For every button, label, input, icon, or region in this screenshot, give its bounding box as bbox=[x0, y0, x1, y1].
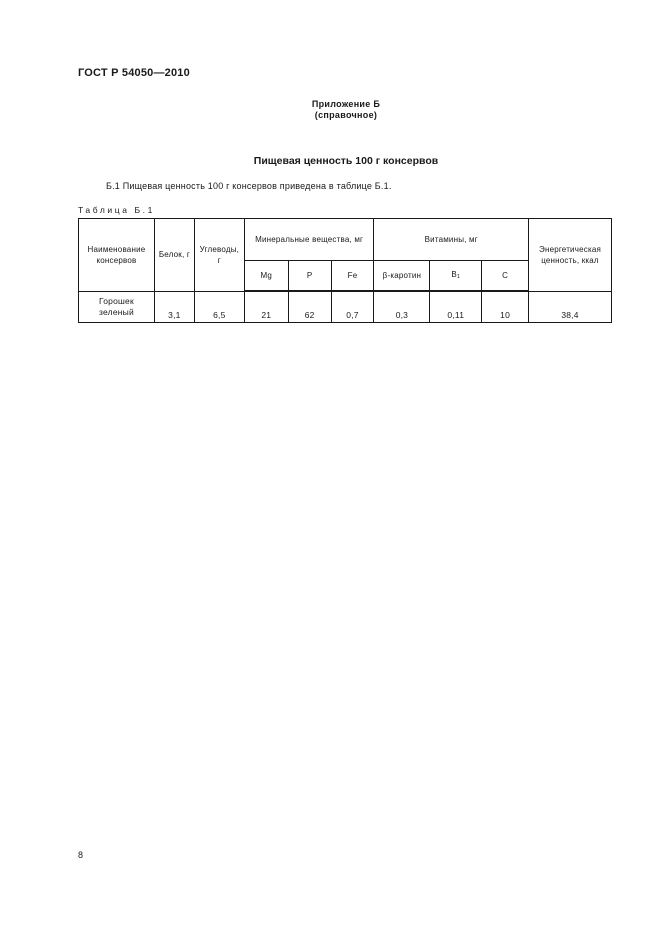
annex-subtitle: (справочное) bbox=[314, 110, 378, 120]
header-minerals: Минеральные вещества, мг bbox=[244, 219, 374, 261]
cell-mg: 21 bbox=[244, 291, 288, 323]
annex-heading bbox=[0, 99, 661, 121]
subheader-b1-letter: B bbox=[451, 269, 457, 279]
header-vitamins: Витамины, мг bbox=[374, 219, 529, 261]
subheader-b1 bbox=[430, 261, 482, 292]
cell-energy: 38,4 bbox=[529, 291, 612, 323]
cell-c: 10 bbox=[482, 291, 529, 323]
annex-title: Приложение Б bbox=[311, 99, 381, 109]
standard-code: ГОСТ Р 54050—2010 bbox=[78, 67, 190, 79]
subheader-c: C bbox=[482, 261, 529, 292]
subheader-mg: Mg bbox=[244, 261, 288, 292]
page-number: 8 bbox=[78, 850, 84, 860]
subheader-beta-carotene: β-каротин bbox=[374, 261, 430, 292]
section-title: Пищевая ценность 100 г консервов bbox=[253, 155, 439, 167]
table-label: Таблица Б.1 bbox=[78, 205, 155, 215]
header-product-name: Наименование консервов bbox=[79, 219, 155, 292]
cell-fe: 0,7 bbox=[331, 291, 374, 323]
subheader-b1-index: 1 bbox=[456, 273, 461, 280]
cell-p: 62 bbox=[288, 291, 331, 323]
header-carbohydrates: Углеводы, г bbox=[194, 219, 244, 292]
header-protein: Белок, г bbox=[154, 219, 194, 292]
subheader-fe: Fe bbox=[331, 261, 374, 292]
cell-carbohydrates: 6,5 bbox=[194, 291, 244, 323]
cell-product-name: Горошек зеленый bbox=[79, 291, 155, 323]
cell-b1: 0,11 bbox=[430, 291, 482, 323]
table-row bbox=[79, 291, 612, 323]
cell-beta-carotene: 0,3 bbox=[374, 291, 430, 323]
nutrition-table bbox=[78, 218, 612, 323]
header-energy: Энергетическая ценность, ккал bbox=[529, 219, 612, 292]
subheader-p: P bbox=[288, 261, 331, 292]
intro-paragraph: Б.1 Пищевая ценность 100 г консервов приведена в таблице Б.1. bbox=[106, 181, 392, 191]
cell-protein: 3,1 bbox=[154, 291, 194, 323]
